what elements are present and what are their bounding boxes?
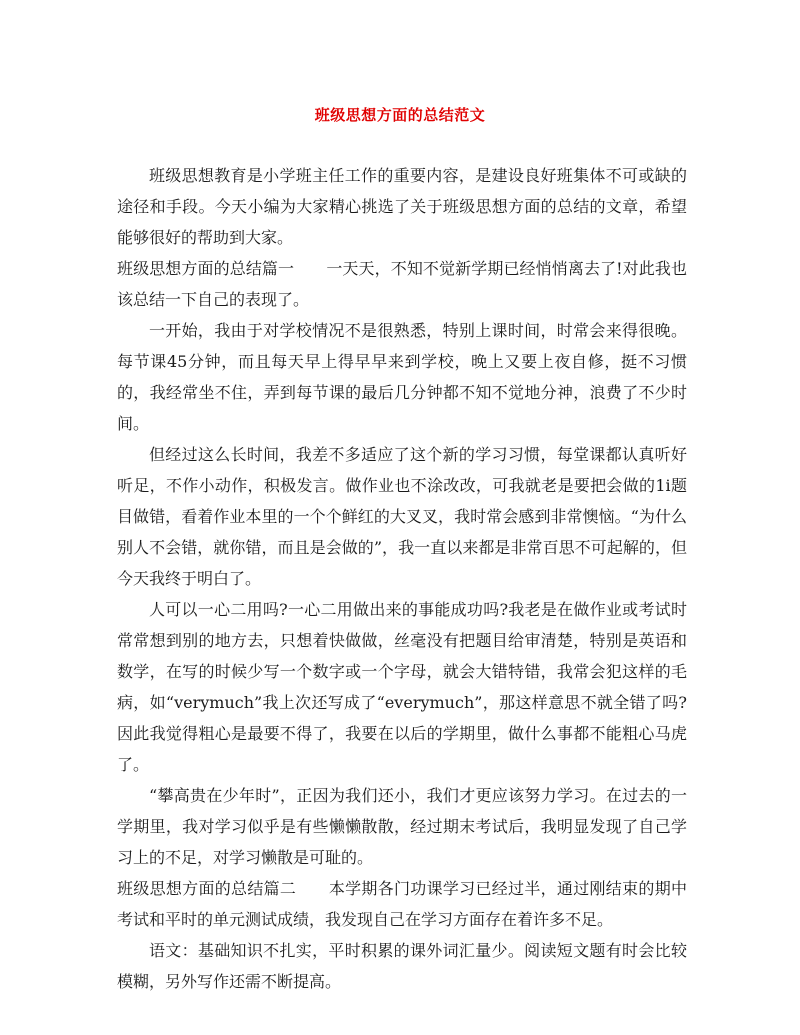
document-title: 班级思想方面的总结范文 xyxy=(314,106,486,124)
document-body xyxy=(117,160,687,997)
paragraph-youth-quote: “攀高贵在少年时”，正因为我们还小，我们才更应该努力学习。在过去的一学期里，我对学习似乎是有些懒懒散散，经过期末考试后，我明显发现了自己学习上的不足，对学习懒散是可耻的。 xyxy=(117,786,687,867)
paragraph-adapting: 但经过这么长时间，我差不多适应了这个新的学习习惯，每堂课都认真听好听足，不作小动作，积极发言。做作业也不涂改改，可我就老是要把会做的1i题目做错，看着作业本里的一个个鲜红的大叉叉，我时常会感到非常懊恼。“为什么别人不会错，就你错，而且是会做的”，我一直以来都是非常百思不可起解的，但今天我终于明白了。 xyxy=(117,445,687,588)
paragraph-intro: 班级思想教育是小学班主任工作的重要内容，是建设良好班集体不可或缺的途径和手段。今天小编为大家精心挑选了关于班级思想方面的总结的文章，希望能够很好的帮助到大家。 xyxy=(117,166,687,247)
paragraph-chinese-subject: 语文：基础知识不扎实，平时积累的课外词汇量少。阅读短文题有时会比较模糊，另外写作还需不断提高。 xyxy=(117,941,687,991)
paragraph-start-of-term: 一开始，我由于对学校情况不是很熟悉，特别上课时间，时常会来得很晚。每节课45分钟，而且每天早上得早早来到学校，晚上又要上夜自修，挺不习惯的，我经常坐不住，弄到每节课的最后几分钟都不知不觉地分神，浪费了不少时间。 xyxy=(117,321,687,433)
paragraph-section-two-heading: 班级思想方面的总结篇二 本学期各门功课学习已经过半，通过刚结束的期中考试和平时的单元测试成绩，我发现自己在学习方面存在着许多不足。 xyxy=(117,879,687,929)
paragraph-section-one-heading: 班级思想方面的总结篇一 一天天，不知不觉新学期已经悄悄离去了!对此我也该总结一下自己的表现了。 xyxy=(117,259,687,309)
paragraph-carelessness: 人可以一心二用吗?一心二用做出来的事能成功吗?我老是在做作业或考试时常常想到别的地方去，只想着快做做，丝毫没有把题目给审清楚，特别是英语和数学，在写的时候少写一个数字或一个字母，就会大错特错，我常会犯这样的毛病，如“verymuch”我上次还写成了“everymuch”，那这样意思不就全错了吗?因此我觉得粗心是最要不得了，我要在以后的学期里，做什么事都不能粗心马虎了。 xyxy=(117,600,687,774)
